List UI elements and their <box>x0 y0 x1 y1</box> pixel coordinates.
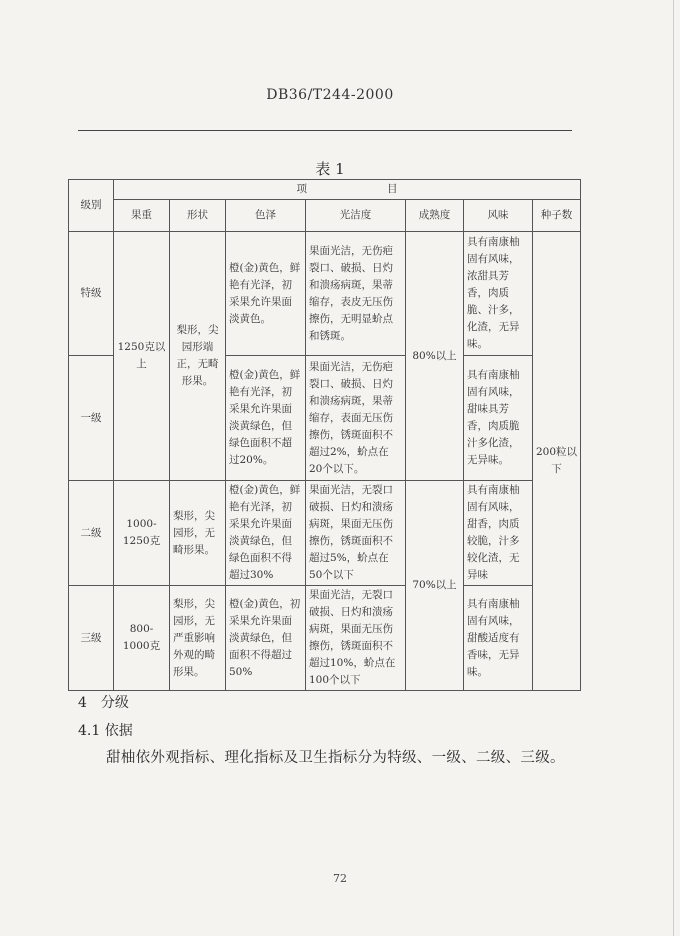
weight-cell: 1000-1250克 <box>114 481 170 586</box>
finish-cell: 果面光洁，无伤疤裂口、破损、日灼和溃疡病斑，果蒂缩存，表皮无压伤擦伤，无明显蚧点和锈斑。 <box>306 232 406 356</box>
body-paragraph: 甜柚依外观指标、理化指标及卫生指标分为特级、一级、二级、三级。 <box>106 750 565 766</box>
finish-cell: 果面光洁，无裂口破损、日灼和溃疡病斑，果面无压伤擦伤，锈斑面积不超过5%，蚧点在50个以下 <box>306 481 406 586</box>
maturity-cell: 80%以上 <box>406 232 464 481</box>
flavor-cell: 具有南康柚固有风味，浓甜具芳香，肉质脆、汁多，化渣，无异味。 <box>464 232 533 356</box>
header-maturity: 成熟度 <box>406 200 464 232</box>
grade-cell: 特级 <box>69 232 114 356</box>
shape-cell: 梨形，尖园形，无畸形果。 <box>170 481 226 586</box>
section-heading: 4 分级 <box>78 695 129 711</box>
grade-cell: 一级 <box>69 356 114 481</box>
header-flavor: 风味 <box>464 200 533 232</box>
shape-cell: 梨形，尖园形端正，无畸形果。 <box>170 232 226 481</box>
flavor-cell: 具有南康柚固有风味，甜味具芳香，肉质脆汁多化渣，无异味。 <box>464 356 533 481</box>
shape-cell: 梨形，尖园形，无严重影响外观的畸形果。 <box>170 586 226 691</box>
color-cell: 橙(金)黄色，鲜艳有光泽，初采果允许果面淡黄色。 <box>226 232 306 356</box>
table-row <box>69 232 581 356</box>
maturity-cell: 70%以上 <box>406 481 464 691</box>
seeds-cell: 200粒以下 <box>533 232 581 691</box>
color-cell: 橙(金)黄色，鲜艳有光泽，初采果允许果面淡黄绿色，但绿色面积不超过20%。 <box>226 356 306 481</box>
page-number: 72 <box>333 872 347 885</box>
flavor-cell: 具有南康柚固有风味，甜香，肉质较脆，汁多较化渣，无异味 <box>464 481 533 586</box>
weight-cell: 800-1000克 <box>114 586 170 691</box>
flavor-cell: 具有南康柚固有风味，甜酸适度有香味，无异味。 <box>464 586 533 691</box>
standard-code: DB36/T244-2000 <box>266 87 394 103</box>
weight-cell: 1250克以上 <box>114 232 170 481</box>
header-items-left: 项 <box>296 183 308 195</box>
grade-cell: 三级 <box>69 586 114 691</box>
header-items <box>114 180 581 200</box>
table-title: 表 1 <box>315 160 345 178</box>
grade-cell: 二级 <box>69 481 114 586</box>
header-grade: 级别 <box>69 180 114 232</box>
header-finish: 光洁度 <box>306 200 406 232</box>
color-cell: 橙(金)黄色，鲜艳有光泽，初采果允许果面淡黄绿色，但绿色面积不得超过30% <box>226 481 306 586</box>
page-edge <box>673 0 674 936</box>
color-cell: 橙(金)黄色，初采果允许果面淡黄绿色，但面积不得超过50% <box>226 586 306 691</box>
header-color: 色泽 <box>226 200 306 232</box>
header-weight: 果重 <box>114 200 170 232</box>
header-shape: 形状 <box>170 200 226 232</box>
finish-cell: 果面光洁，无裂口破损、日灼和溃疡病斑，果面无压伤擦伤，锈斑面积不超过10%，蚧点在100个以下 <box>306 586 406 691</box>
header-seeds: 种子数 <box>533 200 581 232</box>
subsection-heading: 4.1 依据 <box>78 723 133 739</box>
table-row <box>69 586 581 691</box>
header-row-1 <box>69 180 581 200</box>
grading-table <box>68 179 581 691</box>
finish-cell: 果面光洁，无伤疤裂口、破损、日灼和溃疡病斑，果蒂缩存，表面无压伤擦伤，锈斑面积不超过2%，蚧点在20个以下。 <box>306 356 406 481</box>
header-rule <box>78 130 572 131</box>
table-row <box>69 481 581 586</box>
header-row-2 <box>69 200 581 232</box>
header-items-right: 目 <box>387 183 398 195</box>
